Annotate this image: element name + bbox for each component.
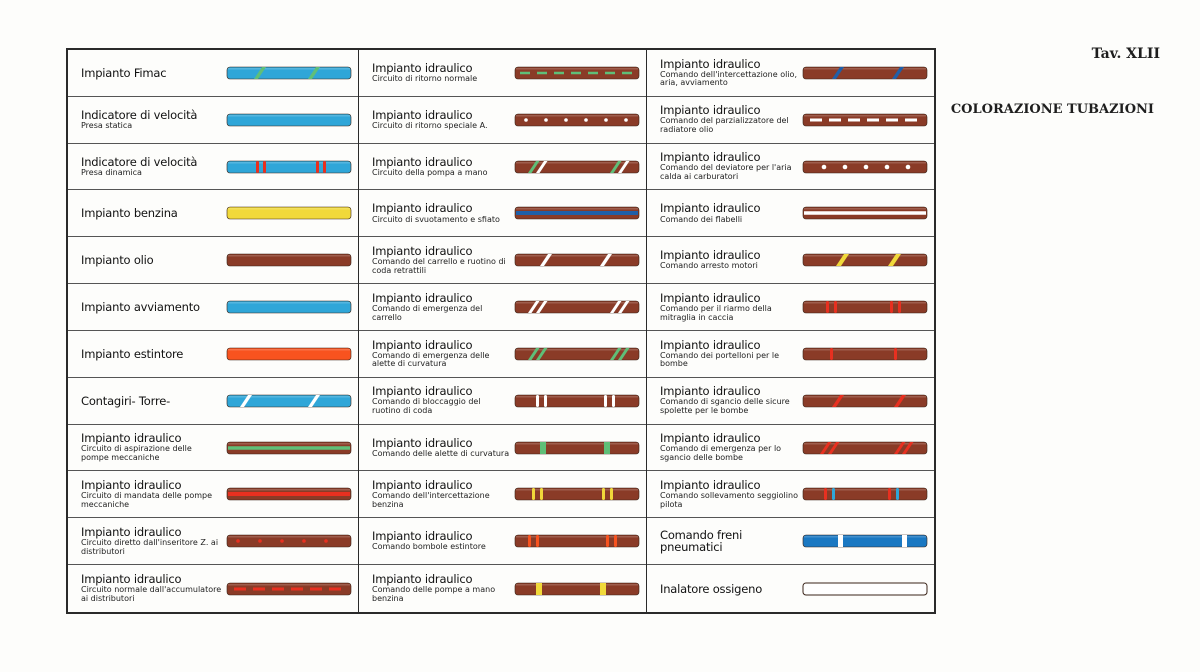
entry-text	[660, 583, 802, 595]
color-band	[902, 535, 907, 547]
color-band	[536, 583, 542, 595]
entry-title: Impianto idraulico	[660, 201, 761, 216]
legend-entry	[359, 144, 646, 191]
legend-entry	[359, 284, 646, 331]
dot-mark	[258, 539, 262, 543]
legend-column-1	[68, 50, 358, 612]
entry-text	[372, 339, 514, 370]
entry-text	[372, 292, 514, 323]
pipe-highlight	[804, 162, 926, 164]
legend-entry	[647, 237, 934, 284]
entry-subtitle: Comando arresto motori	[660, 261, 758, 271]
entry-text	[81, 573, 226, 604]
pipe-swatch	[514, 391, 640, 411]
entry-subtitle: Comando di emergenza del carrello	[372, 303, 483, 322]
pipe-highlight	[516, 255, 638, 257]
entry-title: Impianto idraulico	[372, 478, 473, 493]
pipe-highlight	[228, 536, 350, 538]
legend-entry	[68, 378, 358, 425]
dot-mark	[843, 164, 848, 169]
pipe-color-legend-table	[66, 48, 936, 614]
entry-text	[660, 249, 802, 271]
entry-title: Impianto idraulico	[372, 201, 473, 216]
entry-text	[660, 202, 802, 224]
entry-subtitle: Presa statica	[81, 120, 133, 130]
dash-mark	[520, 72, 530, 75]
dash-mark	[537, 72, 547, 75]
entry-title: Impianto idraulico	[372, 154, 473, 169]
ring-mark	[316, 161, 319, 173]
dot-mark	[324, 539, 328, 543]
entry-title: Impianto idraulico	[372, 529, 473, 544]
pipe-swatch	[514, 203, 640, 223]
dash-mark	[886, 118, 898, 121]
entry-title: Impianto idraulico	[372, 337, 473, 352]
entry-text	[81, 432, 226, 463]
legend-entry	[68, 237, 358, 284]
dash-mark	[829, 118, 841, 121]
pipe-swatch	[802, 391, 928, 411]
dash-mark	[253, 587, 265, 590]
entry-title: Impianto idraulico	[660, 103, 761, 118]
dot-mark	[604, 118, 608, 122]
entry-subtitle: Comando per il riarmo della mitraglia in caccia	[660, 303, 772, 322]
legend-entry	[647, 50, 934, 97]
legend-entry	[647, 190, 934, 237]
pipe-swatch	[226, 297, 352, 317]
entry-text	[81, 156, 226, 178]
ring-mark	[606, 535, 609, 547]
pipe-swatch	[514, 250, 640, 270]
entry-text	[81, 526, 226, 557]
entry-subtitle: Comando sollevamento seggiolino pilota	[660, 491, 798, 509]
pipe-highlight	[228, 68, 350, 70]
plate-number: Tav. XLII	[1091, 46, 1160, 62]
legend-entry	[359, 97, 646, 144]
dot-mark	[584, 118, 588, 122]
legend-entry	[359, 565, 646, 612]
ring-mark	[890, 301, 893, 313]
dot-mark	[864, 164, 869, 169]
pipe-swatch	[802, 438, 928, 458]
pipe-swatch	[226, 531, 352, 551]
ring-mark	[602, 488, 605, 500]
ring-mark	[610, 488, 613, 500]
pipe-swatch	[514, 579, 640, 599]
legend-entry	[647, 518, 934, 565]
color-band	[540, 442, 546, 454]
entry-text	[81, 254, 226, 266]
entry-title: Impianto idraulico	[660, 384, 761, 399]
pipe-highlight	[804, 396, 926, 398]
pipe-highlight	[804, 255, 926, 257]
ring-mark	[528, 535, 531, 547]
pipe-swatch	[802, 344, 928, 364]
pipe-highlight	[804, 349, 926, 351]
entry-subtitle: Presa dinamica	[81, 167, 142, 177]
entry-text	[660, 479, 802, 510]
pipe-swatch	[226, 391, 352, 411]
pipe-swatch	[226, 157, 352, 177]
dot-mark	[524, 118, 528, 122]
pipe-highlight	[804, 443, 926, 445]
dot-mark	[885, 164, 890, 169]
pipe-swatch	[802, 157, 928, 177]
pipe-swatch	[226, 484, 352, 504]
entry-title: Impianto idraulico	[372, 435, 473, 450]
legend-entry	[359, 50, 646, 97]
pipe-swatch	[514, 484, 640, 504]
ring-mark	[612, 395, 615, 407]
pipe-swatch	[514, 438, 640, 458]
legend-column-3	[646, 50, 934, 612]
ring-mark	[263, 161, 266, 173]
entry-text	[81, 301, 226, 313]
legend-entry	[68, 50, 358, 97]
dash-mark	[905, 118, 917, 121]
entry-subtitle: Circuito di ritorno speciale A.	[372, 120, 488, 130]
pipe-swatch	[226, 250, 352, 270]
pipe-highlight	[228, 443, 350, 445]
pipe-swatch	[514, 110, 640, 130]
entry-title: Indicatore di velocità	[81, 154, 198, 169]
entry-text	[372, 109, 514, 131]
center-stripe	[804, 212, 926, 216]
legend-entry	[647, 284, 934, 331]
entry-subtitle: Comando di emergenza delle alette di curvatura	[372, 350, 490, 369]
entry-subtitle: Comando dei flabelli	[660, 214, 743, 224]
legend-entry	[647, 565, 934, 612]
entry-text	[81, 348, 226, 360]
pipe-highlight	[804, 115, 926, 117]
pipe-swatch	[802, 203, 928, 223]
entry-text	[81, 207, 226, 219]
dash-mark	[622, 72, 632, 75]
pipe-swatch	[802, 579, 928, 599]
legend-entry	[68, 190, 358, 237]
pipe-highlight	[804, 68, 926, 70]
dot-mark	[302, 539, 306, 543]
entry-title: Impianto idraulico	[81, 524, 182, 539]
entry-title: Impianto idraulico	[372, 243, 473, 258]
legend-entry	[359, 331, 646, 378]
pipe-highlight	[804, 208, 926, 210]
entry-title: Impianto idraulico	[372, 384, 473, 399]
entry-subtitle: Circuito della pompa a mano	[372, 167, 488, 177]
entry-title: Impianto idraulico	[372, 290, 473, 305]
ring-mark	[256, 161, 259, 173]
pipe-highlight	[516, 584, 638, 586]
entry-text	[372, 245, 514, 276]
pipe-highlight	[228, 302, 350, 304]
pipe-highlight	[804, 584, 926, 586]
entry-subtitle: Circuito normale dall'accumulatore ai distributori	[81, 585, 222, 604]
legend-entry	[68, 97, 358, 144]
legend-entry	[647, 378, 934, 425]
legend-entry	[68, 144, 358, 191]
ring-mark	[826, 301, 829, 313]
entry-subtitle: Comando di sgancio delle sicure spolette per le bombe	[660, 397, 790, 416]
legend-entry	[68, 284, 358, 331]
entry-title: Impianto idraulico	[81, 572, 182, 587]
pipe-swatch	[514, 297, 640, 317]
entry-subtitle: Comando del carrello e ruotino di coda retrattili	[372, 256, 506, 275]
entry-subtitle: Comando dei portelloni per le bombe	[660, 350, 779, 369]
dash-mark	[329, 587, 341, 590]
entry-title: Impianto avviamento	[81, 300, 200, 315]
color-band	[604, 442, 610, 454]
entry-text	[660, 339, 802, 370]
legend-entry	[359, 425, 646, 472]
entry-title: Impianto benzina	[81, 206, 178, 221]
dot-mark	[564, 118, 568, 122]
color-band	[838, 535, 843, 547]
dash-mark	[867, 118, 879, 121]
entry-subtitle: Comando dell'intercettazione benzina	[372, 491, 490, 509]
legend-entry	[68, 518, 358, 565]
entry-subtitle: Comando delle alette di curvatura	[372, 448, 510, 458]
pipe-swatch	[226, 438, 352, 458]
pipe-highlight	[228, 255, 350, 257]
legend-entry	[359, 190, 646, 237]
ring-mark	[536, 395, 539, 407]
ring-mark	[830, 348, 833, 360]
legend-entry	[68, 425, 358, 472]
legend-entry	[647, 471, 934, 518]
pipe-swatch	[802, 297, 928, 317]
pipe-highlight	[228, 208, 350, 210]
entry-title: Impianto idraulico	[81, 478, 182, 493]
entry-text	[660, 292, 802, 323]
ring-mark	[604, 395, 607, 407]
entry-text	[372, 156, 514, 178]
pipe-swatch	[802, 484, 928, 504]
legend-entry	[68, 471, 358, 518]
entry-subtitle: Circuito di ritorno normale	[372, 74, 478, 84]
entry-text	[660, 58, 802, 89]
dash-mark	[848, 118, 860, 121]
entry-title: Impianto idraulico	[660, 150, 761, 165]
entry-title: Comando freni pneumatici	[660, 528, 743, 555]
entry-text	[660, 104, 802, 135]
entry-text	[81, 395, 226, 407]
legend-entry	[647, 97, 934, 144]
dot-mark	[280, 539, 284, 543]
entry-title: Contagiri- Torre-	[81, 393, 171, 408]
pipe-highlight	[516, 536, 638, 538]
pipe-swatch	[514, 344, 640, 364]
entry-subtitle: Circuito diretto dall'inseritore Z. ai distributori	[81, 537, 219, 556]
pipe-highlight	[228, 349, 350, 351]
ring-mark	[614, 535, 617, 547]
pipe-highlight	[516, 208, 638, 210]
entry-title: Impianto idraulico	[372, 60, 473, 75]
entry-text	[372, 437, 514, 459]
entry-text	[372, 479, 514, 510]
dot-mark	[906, 164, 911, 169]
dash-mark	[571, 72, 581, 75]
entry-text	[660, 529, 802, 553]
pipe-highlight	[228, 115, 350, 117]
entry-text	[81, 109, 226, 131]
entry-subtitle: Circuito di aspirazione delle pompe meccaniche	[81, 444, 192, 463]
pipe-highlight	[228, 584, 350, 586]
entry-text	[660, 385, 802, 416]
legend-entry	[359, 471, 646, 518]
pipe-swatch	[226, 579, 352, 599]
entry-title: Impianto estintore	[81, 346, 184, 361]
ring-mark	[536, 535, 539, 547]
legend-entry	[68, 565, 358, 612]
pipe-highlight	[516, 443, 638, 445]
entry-title: Impianto idraulico	[660, 337, 761, 352]
pipe-highlight	[228, 396, 350, 398]
dash-mark	[234, 587, 246, 590]
entry-subtitle: Comando di emergenza per lo sgancio delle bombe	[660, 444, 782, 463]
dash-mark	[554, 72, 564, 75]
entry-subtitle: Comando dell'intercettazione olio, aria, avviamento	[660, 69, 797, 88]
entry-text	[81, 479, 226, 510]
dash-mark	[588, 72, 598, 75]
pipe-swatch	[802, 110, 928, 130]
entry-title: Impianto idraulico	[81, 431, 182, 446]
pipe-swatch	[226, 344, 352, 364]
dot-mark	[544, 118, 548, 122]
color-band	[600, 583, 606, 595]
entry-subtitle: Circuito di mandata delle pompe meccaniche	[81, 491, 213, 509]
pipe-swatch	[514, 63, 640, 83]
ring-mark	[834, 301, 837, 313]
pipe-swatch	[802, 250, 928, 270]
dash-mark	[291, 587, 303, 590]
entry-text	[660, 151, 802, 182]
entry-text	[372, 202, 514, 224]
pipe-swatch	[514, 531, 640, 551]
pipe-highlight	[804, 302, 926, 304]
dash-mark	[605, 72, 615, 75]
dash-mark	[810, 118, 822, 121]
pipe-highlight	[516, 68, 638, 70]
pipe-highlight	[228, 489, 350, 491]
legend-entry	[647, 144, 934, 191]
pipe-swatch	[226, 110, 352, 130]
legend-entry	[647, 425, 934, 472]
ring-mark	[824, 488, 827, 500]
entry-title: Impianto idraulico	[372, 572, 473, 587]
entry-subtitle: Comando di bloccaggio del ruotino di coda	[372, 397, 481, 416]
entry-text	[81, 67, 226, 79]
pipe-highlight	[804, 489, 926, 491]
entry-subtitle: Comando delle pompe a mano benzina	[372, 585, 496, 604]
pipe-highlight	[804, 536, 926, 538]
legend-column-2	[358, 50, 646, 612]
entry-text	[372, 573, 514, 604]
ring-mark	[898, 301, 901, 313]
legend-entry	[359, 237, 646, 284]
ring-mark	[323, 161, 326, 173]
legend-entry	[68, 331, 358, 378]
entry-subtitle: Comando del deviatore per l'aria calda ai carburatori	[660, 163, 792, 182]
dot-mark	[822, 164, 827, 169]
ring-mark	[832, 488, 835, 500]
entry-title: Impianto idraulico	[660, 56, 761, 71]
ring-mark	[540, 488, 543, 500]
entry-text	[372, 385, 514, 416]
pipe-swatch	[226, 203, 352, 223]
center-stripe	[228, 492, 350, 496]
dot-mark	[236, 539, 240, 543]
center-stripe	[516, 211, 638, 215]
dash-mark	[310, 587, 322, 590]
entry-text	[372, 62, 514, 84]
entry-title: Impianto idraulico	[660, 478, 761, 493]
entry-title: Impianto idraulico	[660, 248, 761, 263]
entry-subtitle: Comando del parzializzatore del radiatore olio	[660, 116, 789, 135]
pipe-highlight	[228, 162, 350, 164]
dot-mark	[624, 118, 628, 122]
ring-mark	[532, 488, 535, 500]
legend-entry	[647, 331, 934, 378]
entry-title: Impianto idraulico	[660, 431, 761, 446]
pipe-highlight	[516, 396, 638, 398]
entry-title: Impianto olio	[81, 253, 154, 268]
ring-mark	[888, 488, 891, 500]
plate-title: COLORAZIONE TUBAZIONI	[950, 102, 1154, 117]
pipe-swatch	[802, 531, 928, 551]
center-stripe	[228, 446, 350, 450]
dash-mark	[272, 587, 284, 590]
ring-mark	[896, 488, 899, 500]
ring-mark	[544, 395, 547, 407]
entry-title: Impianto Fimac	[81, 65, 167, 80]
pipe-swatch	[226, 63, 352, 83]
entry-title: Inalatore ossigeno	[660, 581, 763, 596]
ring-mark	[894, 348, 897, 360]
legend-entry	[359, 518, 646, 565]
entry-text	[660, 432, 802, 463]
entry-title: Indicatore di velocità	[81, 107, 198, 122]
pipe-swatch	[802, 63, 928, 83]
legend-entry	[359, 378, 646, 425]
entry-title: Impianto idraulico	[660, 290, 761, 305]
entry-subtitle: Circuito di svuotamento e sfiato	[372, 214, 500, 224]
pipe-swatch	[514, 157, 640, 177]
entry-text	[372, 530, 514, 552]
entry-title: Impianto idraulico	[372, 107, 473, 122]
pipe-highlight	[516, 115, 638, 117]
entry-subtitle: Comando bombole estintore	[372, 542, 486, 552]
